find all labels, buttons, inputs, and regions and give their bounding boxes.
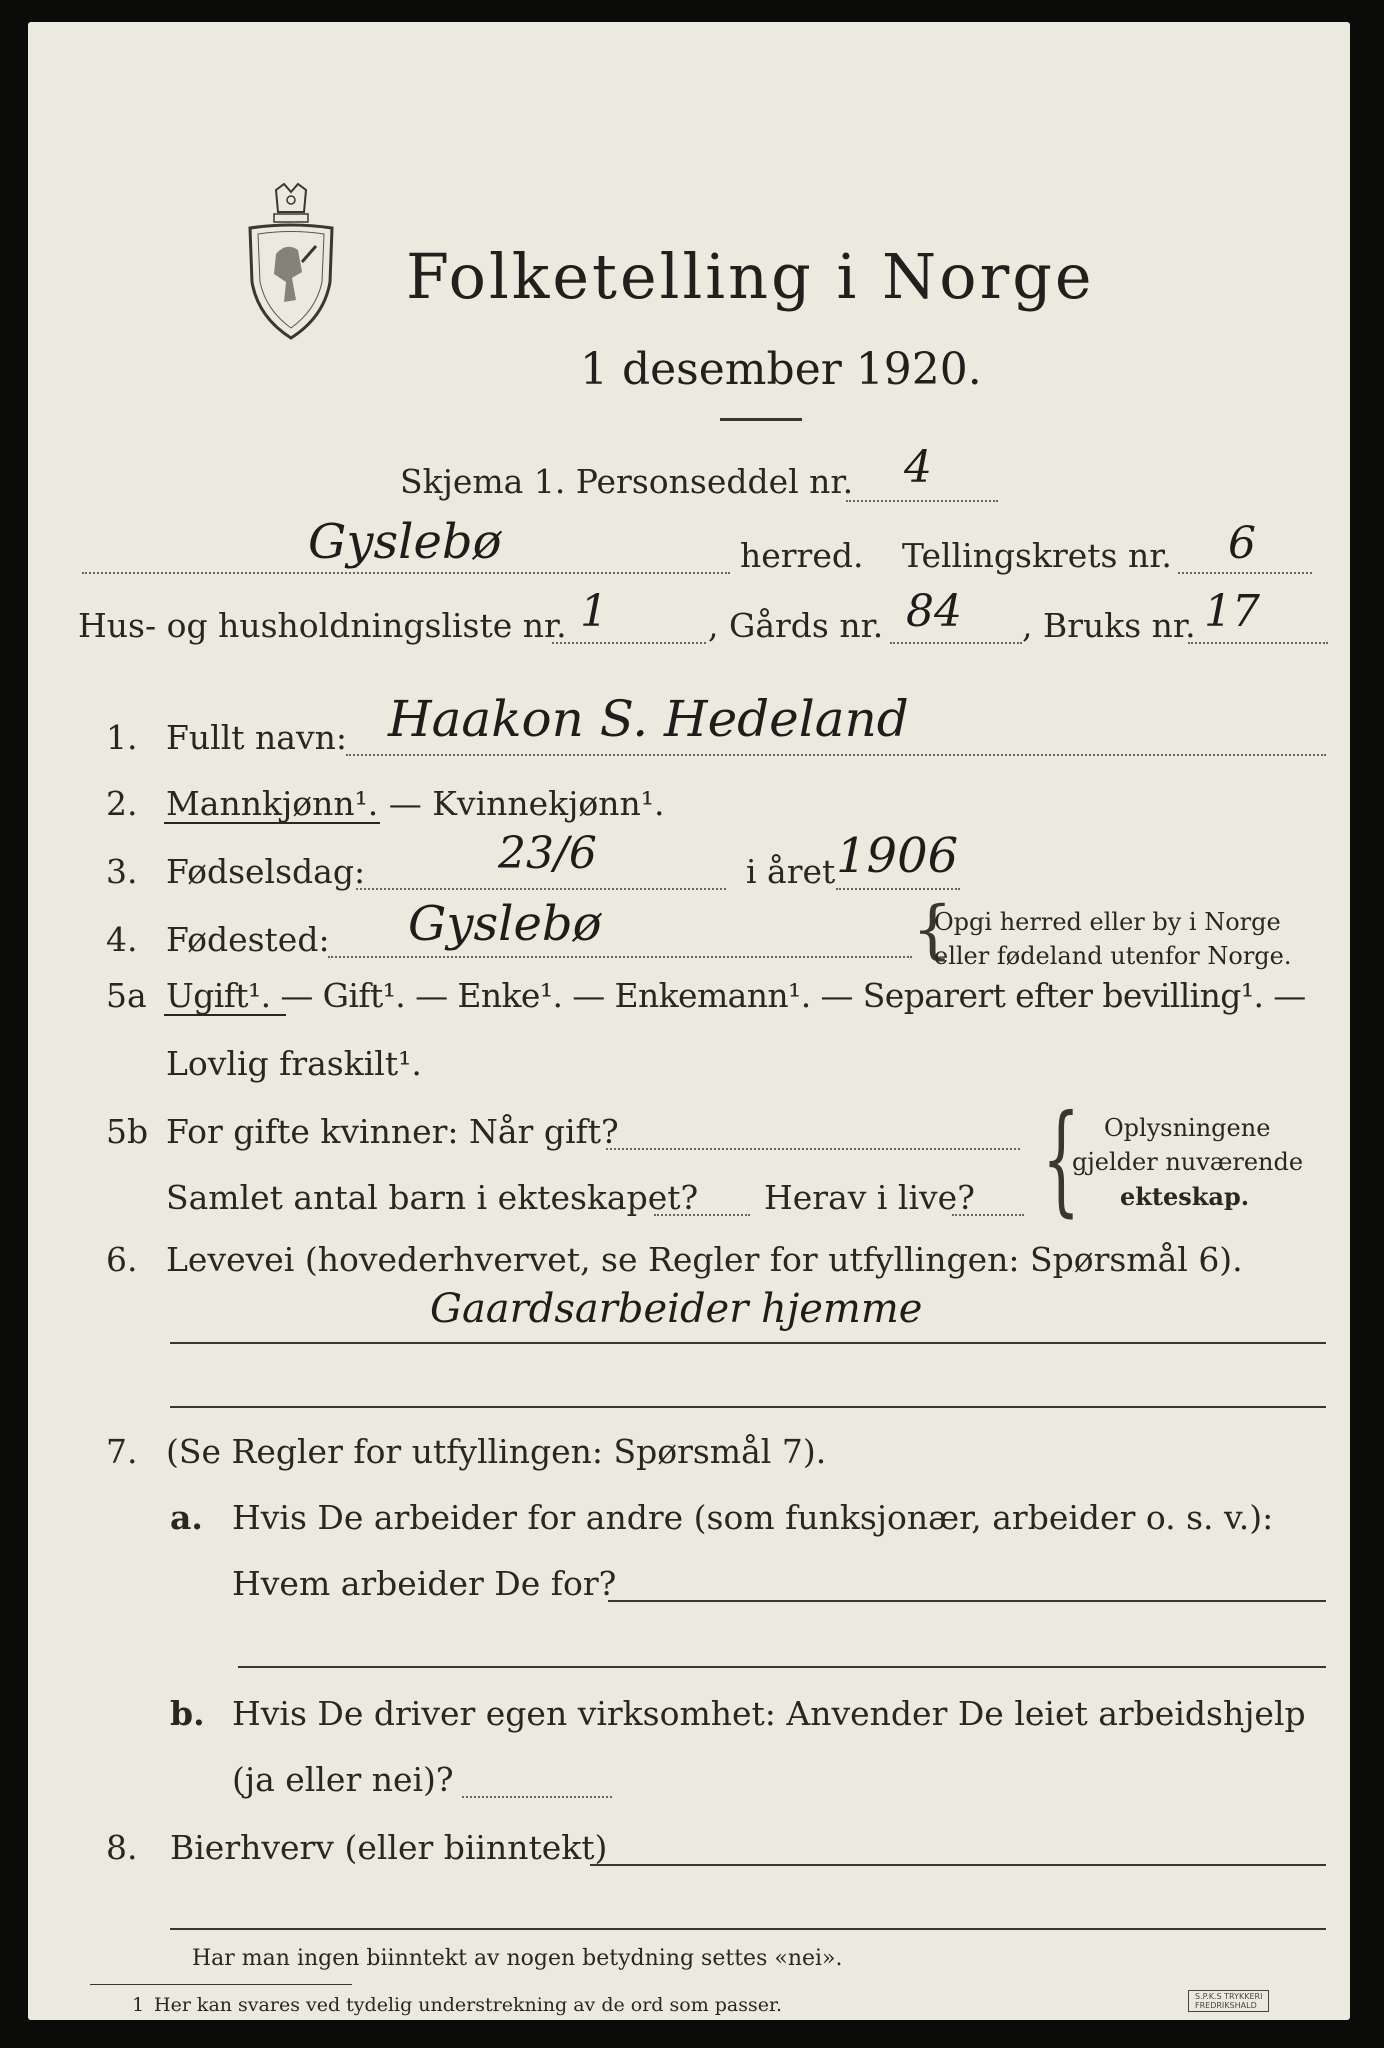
tellingskrets-label: Tellingskrets nr.: [902, 536, 1172, 575]
herred-value: Gyslebø: [308, 514, 502, 570]
birthdate-value: 23/6: [498, 828, 597, 879]
q4-number: 4.: [106, 920, 138, 959]
bruks-label: , Bruks nr.: [1022, 606, 1196, 645]
marital-status-options-2: Lovlig fraskilt¹.: [166, 1044, 422, 1083]
q7-number: 7.: [106, 1432, 138, 1471]
census-date: 1 desember 1920.: [580, 344, 982, 395]
marriage-note-line3: ekteskap.: [1120, 1182, 1250, 1211]
side-income-field[interactable]: [590, 1864, 1326, 1866]
marriage-note-line2: gjelder nuværende: [1072, 1148, 1304, 1176]
children-total-label: Samlet antal barn i ekteskapet?: [166, 1178, 699, 1217]
herred-label: herred.: [740, 536, 864, 575]
occupation-label: Levevei (hovederhvervet, se Regler for utfyllingen: Spørsmål 6).: [166, 1240, 1243, 1279]
occupation-field[interactable]: [170, 1342, 1326, 1344]
form-title: Folketelling i Norge: [406, 240, 1095, 313]
gender-selected-underline: [164, 822, 380, 824]
gards-value: 84: [906, 586, 962, 637]
q7a-letter: a.: [170, 1498, 203, 1537]
tellingskrets-field[interactable]: [1178, 572, 1312, 574]
q3-label: Fødselsdag:: [166, 852, 366, 891]
gender-options: Mannkjønn¹. — Kvinnekjønn¹.: [166, 784, 665, 823]
employer-field-2[interactable]: [238, 1666, 1326, 1668]
occupation-field-2[interactable]: [170, 1406, 1326, 1408]
birthplace-note-brace: {: [912, 893, 953, 967]
husholdningsliste-field[interactable]: [552, 642, 706, 644]
hired-help-label: (ja eller nei)?: [232, 1760, 454, 1799]
marriage-note-line1: Oplysningene: [1104, 1114, 1271, 1142]
birth-year-field[interactable]: [836, 888, 960, 890]
employer-label: Hvem arbeider De for?: [232, 1564, 617, 1603]
footnote-divider: [90, 1984, 352, 1985]
marital-selected-underline: [164, 1014, 286, 1016]
q1-label: Fullt navn:: [166, 718, 347, 757]
q7b-text: Hvis De driver egen virksomhet: Anvender De leiet arbeidshjelp: [232, 1694, 1306, 1733]
marriage-note-brace: {: [1042, 1090, 1081, 1229]
side-income-field-2[interactable]: [170, 1928, 1326, 1930]
census-form-page: [28, 22, 1350, 2020]
q7b-letter: b.: [170, 1694, 205, 1733]
children-alive-field[interactable]: [952, 1214, 1024, 1216]
q1-number: 1.: [106, 718, 138, 757]
q7-label: (Se Regler for utfyllingen: Spørsmål 7).: [166, 1432, 827, 1471]
marital-status-options: Ugift¹. — Gift¹. — Enke¹. — Enkemann¹. — Separert efter bevilling¹. —: [166, 976, 1306, 1015]
q2-number: 2.: [106, 784, 138, 823]
married-when-label: For gifte kvinner: Når gift?: [166, 1112, 619, 1151]
q7a-text: Hvis De arbeider for andre (som funksjonær, arbeider o. s. v.):: [232, 1498, 1274, 1537]
footnote-mark: 1: [132, 1994, 145, 2016]
birthplace-value: Gyslebø: [408, 896, 602, 952]
q4-label: Fødested:: [166, 920, 330, 959]
herred-field[interactable]: [82, 572, 730, 574]
full-name-value: Haakon S. Hedeland: [388, 690, 909, 748]
birthplace-field[interactable]: [328, 956, 912, 958]
printer-stamp-line1: S.P.K.S TRYKKERI: [1195, 1992, 1263, 2001]
birthplace-note-line2: eller fødeland utenfor Norge.: [934, 942, 1292, 970]
printer-stamp-line2: FREDRIKSHALD: [1195, 2001, 1257, 2010]
birthdate-field[interactable]: [356, 888, 726, 890]
husholdningsliste-label: Hus- og husholdningsliste nr.: [78, 606, 567, 645]
bruks-field[interactable]: [1188, 642, 1328, 644]
q5a-number: 5a: [106, 976, 147, 1015]
q3-number: 3.: [106, 852, 138, 891]
printer-stamp: [1188, 1990, 1269, 2012]
occupation-value: Gaardsarbeider hjemme: [430, 1286, 923, 1332]
birth-year-value: 1906: [836, 828, 959, 884]
title-divider: [720, 418, 802, 421]
tellingskrets-value: 6: [1228, 518, 1256, 569]
side-income-label: Bierhverv (eller biinntekt): [170, 1828, 608, 1867]
bruks-value: 17: [1204, 586, 1260, 637]
children-alive-label: Herav i live?: [764, 1178, 975, 1217]
q6-number: 6.: [106, 1240, 138, 1279]
hired-help-field[interactable]: [462, 1796, 612, 1798]
husholdningsliste-value: 1: [580, 586, 608, 637]
full-name-field[interactable]: [346, 754, 1326, 756]
gards-field[interactable]: [890, 642, 1022, 644]
gards-label: , Gårds nr.: [708, 606, 884, 645]
schema-label: Skjema 1. Personseddel nr.: [400, 462, 854, 501]
q8-number: 8.: [106, 1828, 138, 1867]
norwegian-coat-of-arms-icon: [236, 182, 346, 342]
children-total-field[interactable]: [654, 1214, 750, 1216]
personseddel-number-field[interactable]: [846, 500, 998, 502]
footnote-text: Her kan svares ved tydelig understrekning av de ord som passer.: [154, 1994, 783, 2016]
personseddel-number-value: 4: [904, 442, 932, 493]
q5b-number: 5b: [106, 1112, 149, 1151]
birthplace-note-line1: Opgi herred eller by i Norge: [934, 908, 1281, 936]
birth-year-label: i året: [746, 852, 836, 891]
side-income-note: Har man ingen biinntekt av nogen betydning settes «nei».: [192, 1946, 843, 1971]
married-when-field[interactable]: [606, 1148, 1020, 1150]
employer-field[interactable]: [608, 1600, 1326, 1602]
